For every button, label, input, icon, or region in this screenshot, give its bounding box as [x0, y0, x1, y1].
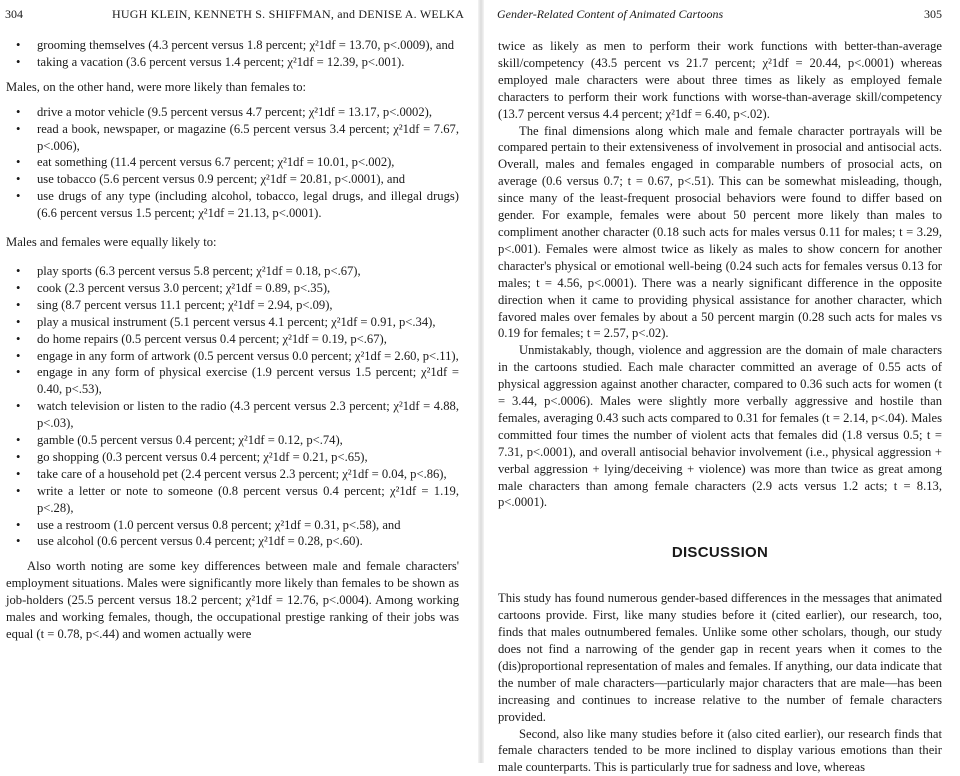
- top-bullet-list: [6, 37, 459, 71]
- males-intro: Males, on the other hand, were more likely than females to:: [6, 79, 307, 94]
- right-page: [490, 0, 952, 775]
- continued-paragraph: twice as likely as men to perform their work functions with better-than-average skill/competency (43.5 percent vs 21.7 percent; χ²1df = 20.44, p<.0001) whereas employed male characters were about three times as likely as employed female characters to perform their work functions with worse-than-average skill/competency (13.7 percent versus 4.4 percent; χ²1df = 6.40, p<.02).: [498, 39, 942, 121]
- left-running-head: [0, 6, 472, 22]
- equal-bullet-list: [6, 263, 459, 550]
- right-page-number: 305: [924, 7, 942, 21]
- list-item: • eat something (11.4 percent versus 6.7 percent; χ²1df = 10.01, p<.002),: [6, 154, 459, 171]
- list-item: • write a letter or note to someone (0.8 percent versus 0.4 percent; χ²1df = 1.19, p<.28),: [6, 483, 459, 517]
- article-title-head: Gender-Related Content of Animated Cartoons: [497, 7, 724, 21]
- list-item: • cook (2.3 percent versus 3.0 percent; χ²1df = 0.89, p<.35),: [6, 280, 459, 297]
- list-item: • play sports (6.3 percent versus 5.8 percent; χ²1df = 0.18, p<.67),: [6, 263, 459, 280]
- list-item: • use tobacco (5.6 percent versus 0.9 percent; χ²1df = 20.81, p<.0001), and: [6, 171, 459, 188]
- list-item: • go shopping (0.3 percent versus 0.4 percent; χ²1df = 0.21, p<.65),: [6, 449, 459, 466]
- list-item: • use drugs of any type (including alcohol, tobacco, legal drugs, and illegal drugs) (6.6 percent versus 1.5 percent; χ²1df = 21.13, p<.0001).: [6, 188, 459, 222]
- list-item: • watch television or listen to the radio (4.3 percent versus 2.3 percent; χ²1df = 4.88, p<.03),: [6, 398, 459, 432]
- prosocial-paragraph: The final dimensions along which male and female character portrayals will be compared pertain to their extensiveness of involvement in prosocial and antisocial acts. Overall, males and females engaged in comparable numbers of prosocial acts, on average (0.6 versus 0.7; t = 0.67, p<.51). This can be somewhat misleading, though, since many of the least-frequent prosocial behaviors were found to differ based on gender. For example, females were about 50 percent more likely than males to compliment another character (0.18 such acts for males versus 0.11 for males; t = 3.29, p<.001). Females were almost twice as likely as males to show concern for another character's physical or emotional well-being (0.24 such acts for females versus 0.13 for males; t = 4.56, p<.0001). There was a nearly significant difference in the opposite direction when it came to providing physical assistance for another character, which favored males over females by about a 50 percent margin (0.28 such acts for males vs 0.19 for females; t = 2.57, p<.02).: [498, 123, 942, 341]
- equal-intro: Males and females were equally likely to:: [6, 235, 217, 250]
- author-names: HUGH KLEIN, KENNETH S. SHIFFMAN, and DENISE A. WELKA: [112, 7, 465, 21]
- list-item: • taking a vacation (3.6 percent versus 1.4 percent; χ²1df = 12.39, p<.001).: [6, 54, 459, 71]
- list-item: • play a musical instrument (5.1 percent versus 4.1 percent; χ²1df = 0.91, p<.34),: [6, 314, 459, 331]
- list-item: • sing (8.7 percent versus 11.1 percent; χ²1df = 2.94, p<.09),: [6, 297, 459, 314]
- discussion-paragraph-2: Second, also like many studies before it (also cited earlier), our research finds that female characters tended to be more inclined to display various emotions than their male counterparts. This is particularly true for sadness and love, whereas: [498, 726, 942, 775]
- discussion-paragraph-1: This study has found numerous gender-based differences in the messages that animated cartoons provide. First, like many studies before it (cited earlier), our research, too, finds that males outnumbered females. Unlike some other scholars, though, our study does not find a narrowing of the gender gap in recent years when it comes to the (dis)proportional representation of males and females. If anything, our data indicate that the number of male characters—particularly major characters that are male—has been increasing and continues to increase relative to the number of female characters provided.: [498, 591, 942, 724]
- list-item: • use alcohol (0.6 percent versus 0.4 percent; χ²1df = 0.28, p<.60).: [6, 533, 459, 550]
- right-running-head: [490, 6, 952, 22]
- list-item: • use a restroom (1.0 percent versus 0.8 percent; χ²1df = 0.31, p<.58), and: [6, 517, 459, 534]
- left-page-body: [0, 22, 472, 643]
- right-page-body: [490, 22, 952, 776]
- left-page-number: 304: [5, 7, 23, 21]
- list-item: • grooming themselves (4.3 percent versus 1.8 percent; χ²1df = 13.70, p<.0009), and: [6, 37, 459, 54]
- list-item: • take care of a household pet (2.4 percent versus 2.3 percent; χ²1df = 0.04, p<.86),: [6, 466, 459, 483]
- list-item: • engage in any form of physical exercise (1.9 percent versus 1.5 percent; χ²1df = 0.40, p<.53),: [6, 364, 459, 398]
- list-item: • drive a motor vehicle (9.5 percent versus 4.7 percent; χ²1df = 13.17, p<.0002),: [6, 104, 459, 121]
- employment-paragraph: Also worth noting are some key differences between male and female characters' employment situations. Males were significantly more likely than females to be shown as job-holders (25.5 percent versus 18.2 percent; χ²1df = 12.76, p<.0004). Among working males and working females, though, the occupational prestige ranking of their jobs was equal (t = 0.78, p<.44) and women actually were: [6, 559, 459, 641]
- violence-paragraph: Unmistakably, though, violence and aggression are the domain of male characters in the cartoons studied. Each male character committed an average of 0.55 acts of physical aggression against another character, compared to 0.36 such acts for women (t = 3.44, p<.0006). Males were slightly more verbally aggressive and hostile than females, averaging 0.43 such acts compared to 0.31 for females (t = 2.14, p<.04). Males committed four times the number of violent acts that females did (1.8 versus 0.5; t = 7.31, p<.0001), and overall antisocial behavior involvement (i.e., physical aggression + verbal aggression + lying/deceiving + violence) was more than twice as great among male characters than among female characters (2.9 acts versus 1.2 acts; t = 8.13, p<.0001).: [498, 343, 942, 510]
- list-item: • engage in any form of artwork (0.5 percent versus 0.0 percent; χ²1df = 2.60, p<.11),: [6, 348, 459, 365]
- book-gutter: [478, 0, 484, 763]
- section-heading: DISCUSSION: [671, 544, 769, 562]
- left-page: [0, 0, 472, 763]
- males-bullet-list: [6, 104, 459, 222]
- list-item: • read a book, newspaper, or magazine (6.5 percent versus 3.4 percent; χ²1df = 7.67, p<.006),: [6, 121, 459, 155]
- list-item: • gamble (0.5 percent versus 0.4 percent; χ²1df = 0.12, p<.74),: [6, 432, 459, 449]
- list-item: • do home repairs (0.5 percent versus 0.4 percent; χ²1df = 0.19, p<.67),: [6, 331, 459, 348]
